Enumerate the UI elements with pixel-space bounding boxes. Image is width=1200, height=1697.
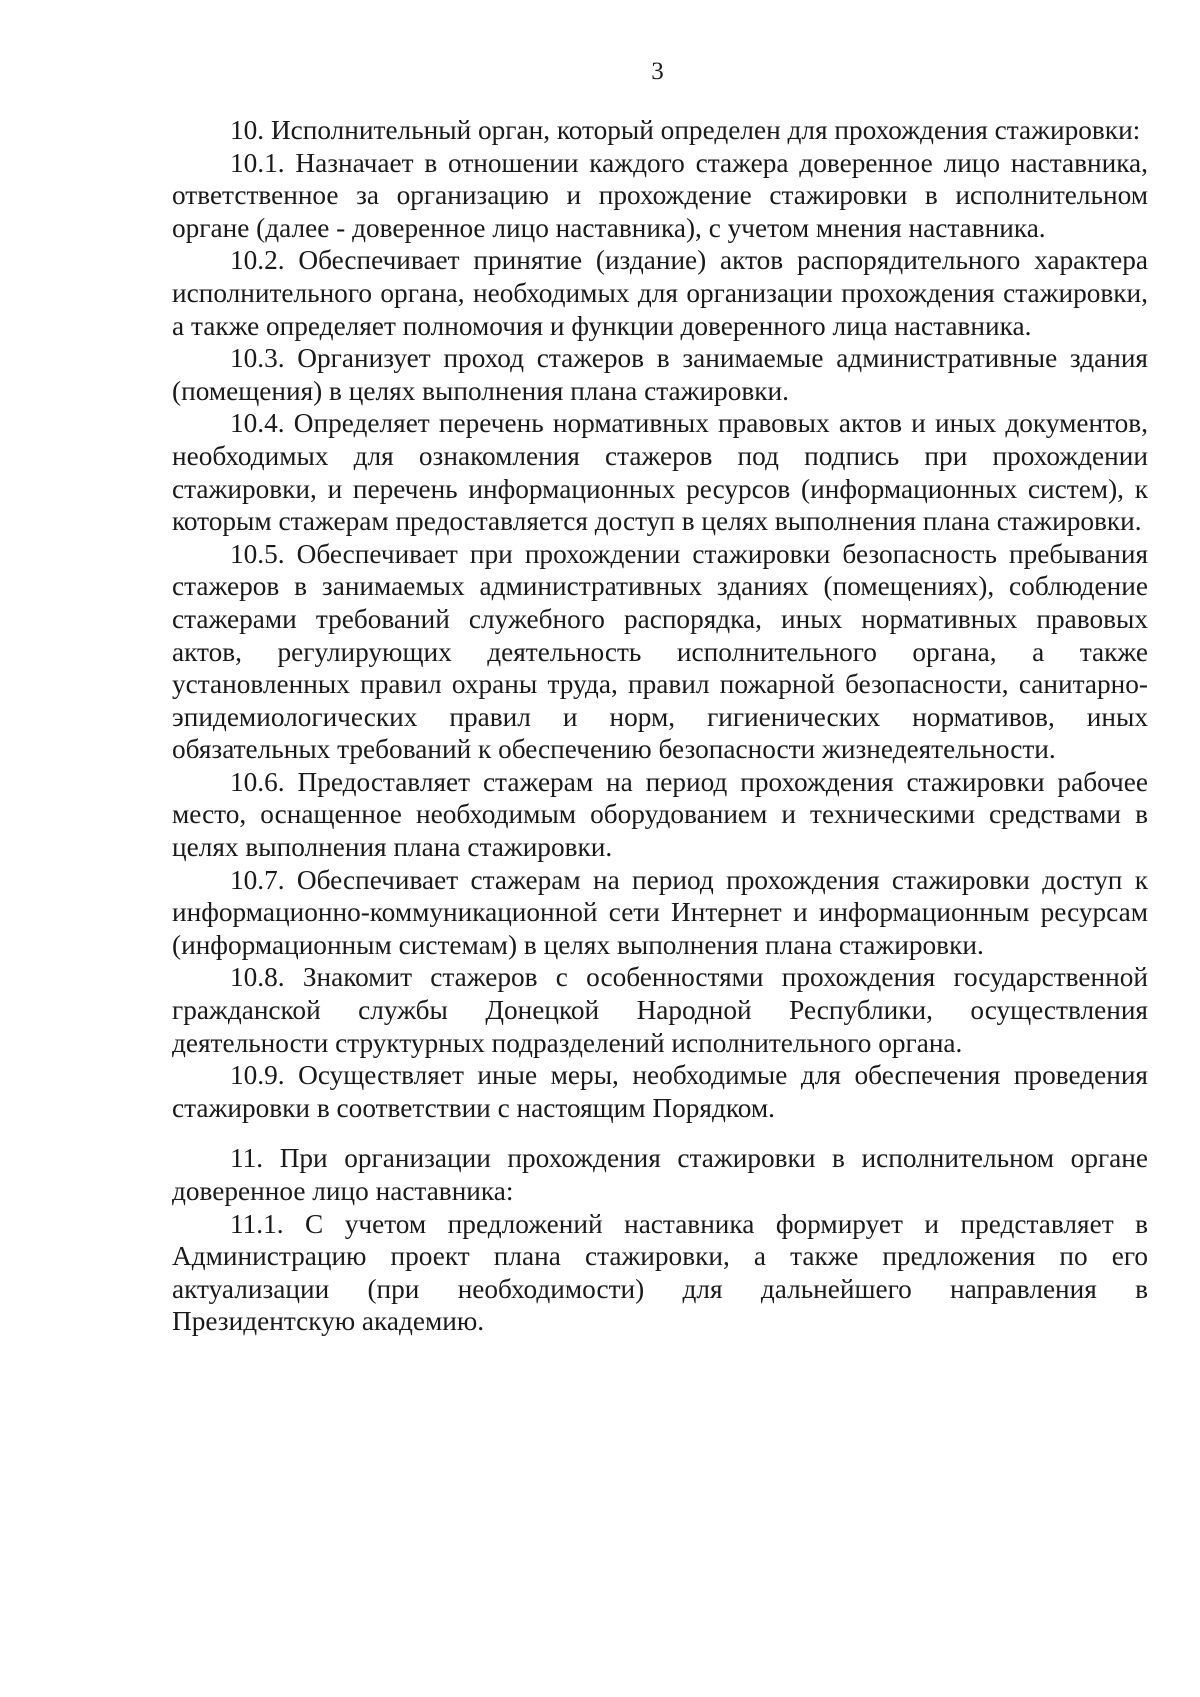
paragraph-10-5: 10.5. Обеспечивает при прохождении стажировки безопасность пребывания стажеров в занимаемых административных зданиях (помещениях), соблюдение стажерами требований служебного распорядка, иных нормативных правовых актов, регулирующих деятельность исполнительного органа, а также установленных правил охраны труда, правил пожарной безопасности, санитарно-эпидемиологических правил и норм, гигиенических нормативов, иных обязательных требований к обеспечению безопасности жизнедеятельности. bbox=[172, 538, 1148, 765]
paragraph-10-2: 10.2. Обеспечивает принятие (издание) актов распорядительного характера исполнительного органа, необходимых для организации прохождения стажировки, а также определяет полномочия и функции доверенного лица наставника. bbox=[172, 245, 1148, 341]
paragraph-10: 10. Исполнительный орган, который определен для прохождения стажировки: bbox=[230, 115, 1141, 145]
section-gap bbox=[172, 1124, 1148, 1142]
paragraph-10-4: 10.4. Определяет перечень нормативных правовых актов и иных документов, необходимых для ознакомления стажеров под подпись при прохождении стажировки, и перечень информационных ресурсов (информационных систем), к которым стажерам предоставляется доступ в целях выполнения плана стажировки. bbox=[172, 408, 1148, 537]
page-number: 3 bbox=[651, 58, 664, 85]
paragraph-10-3: 10.3. Организует проход стажеров в занимаемые административные здания (помещения) в целях выполнения плана стажировки. bbox=[172, 343, 1148, 406]
paragraph-11: 11. При организации прохождения стажировки в исполнительном органе доверенное лицо наставника: bbox=[172, 1143, 1148, 1206]
paragraph-10-1: 10.1. Назначает в отношении каждого стажера доверенное лицо наставника, ответственное за организацию и прохождение стажировки в исполнительном органе (далее - доверенное лицо наставника), с учетом мнения наставника. bbox=[172, 147, 1148, 243]
paragraph-11-1: 11.1. С учетом предложений наставника формирует и представляет в Администрацию проект плана стажировки, а также предложения по его актуализации (при необходимости) для дальнейшего направления в Президентскую академию. bbox=[172, 1208, 1148, 1337]
paragraph-10-6: 10.6. Предоставляет стажерам на период прохождения стажировки рабочее место, оснащенное необходимым оборудованием и техническими средствами в целях выполнения плана стажировки. bbox=[172, 766, 1148, 863]
paragraph-10-8: 10.8. Знакомит стажеров с особенностями прохождения государственной гражданской службы Донецкой Народной Республики, осуществления деятельности структурных подразделений исполнительного органа. bbox=[172, 962, 1148, 1058]
paragraph-10-7: 10.7. Обеспечивает стажерам на период прохождения стажировки доступ к информационно-коммуникационной сети Интернет и информационным ресурсам (информационным системам) в целях выполнения плана стажировки. bbox=[172, 864, 1148, 960]
paragraph-10-9: 10.9. Осуществляет иные меры, необходимые для обеспечения проведения стажировки в соответствии с настоящим Порядком. bbox=[172, 1060, 1148, 1123]
document-body bbox=[172, 114, 1148, 1338]
